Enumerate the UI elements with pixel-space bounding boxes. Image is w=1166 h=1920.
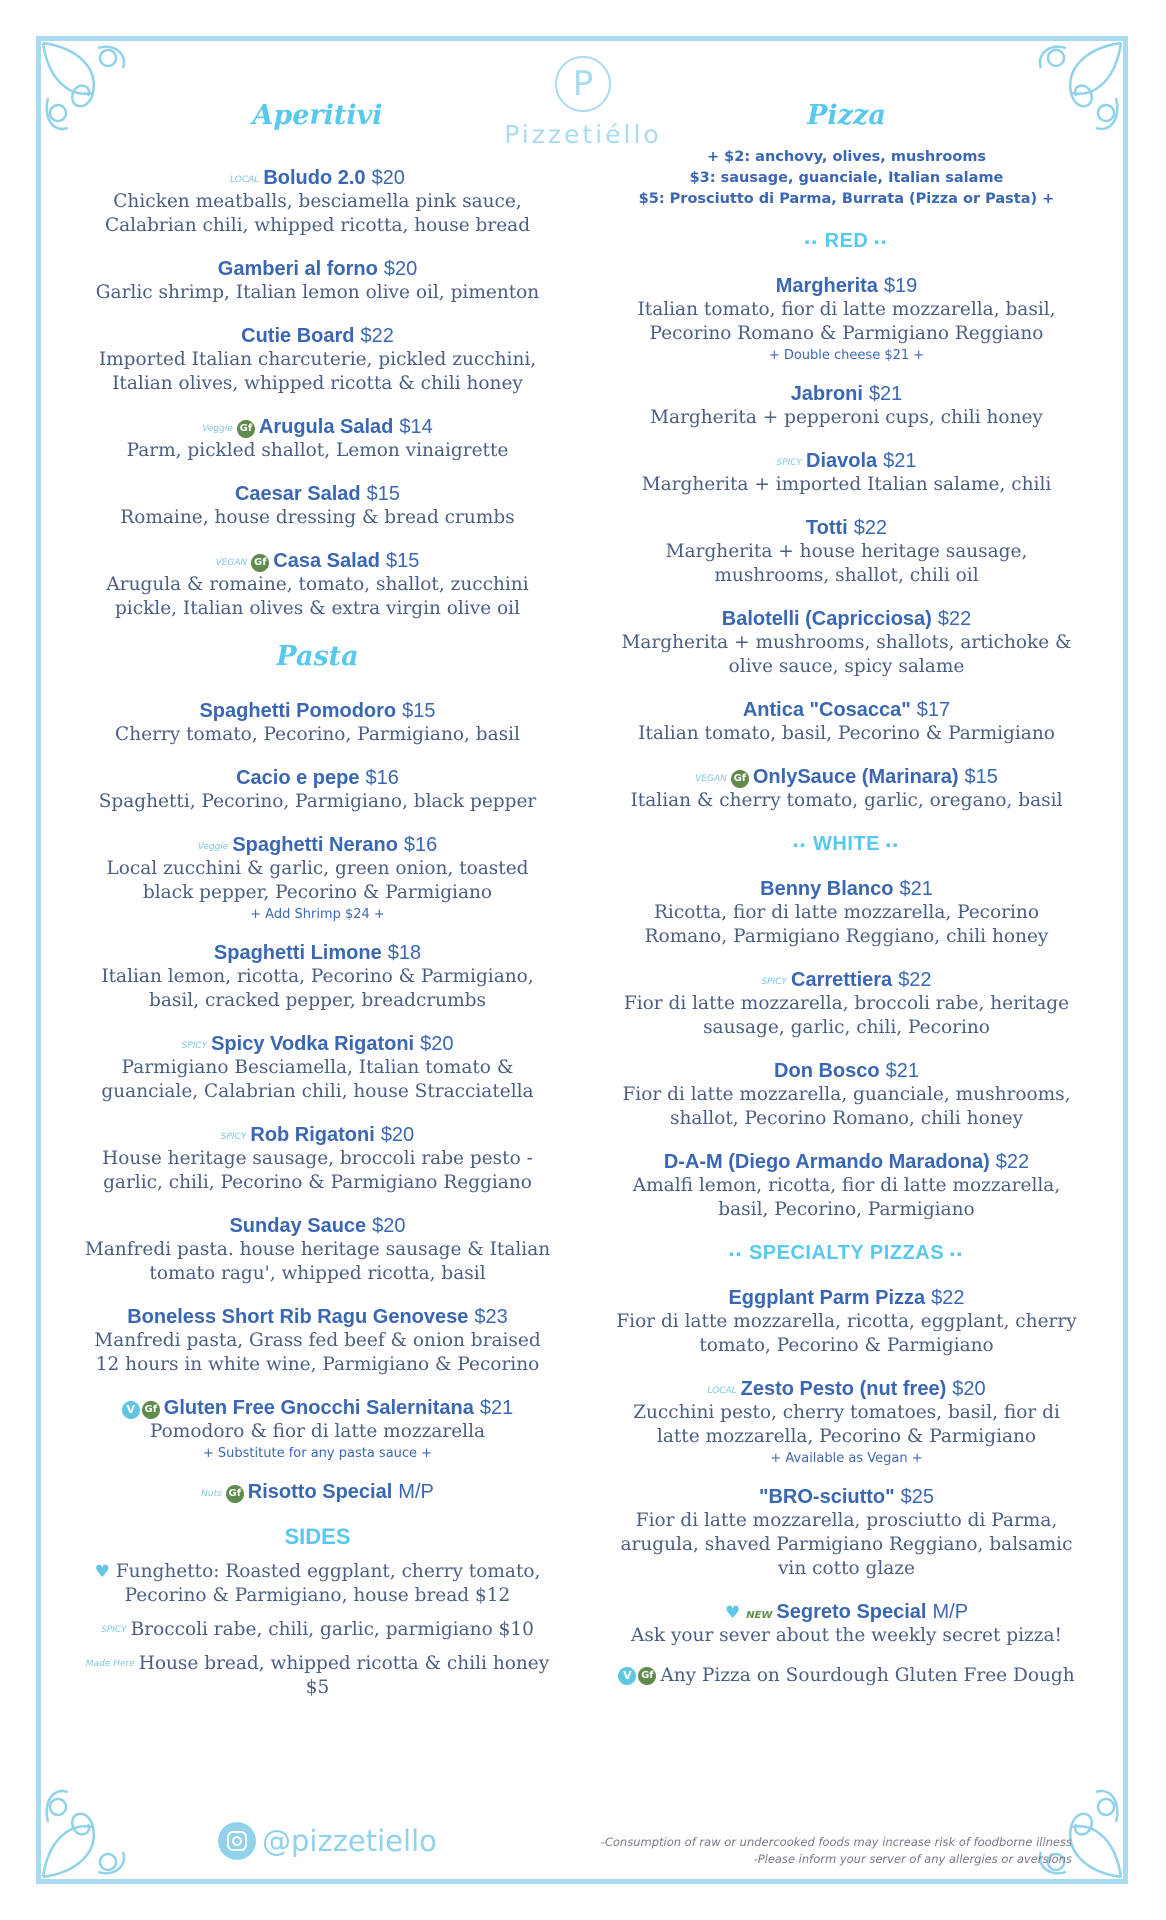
menu-item-title	[80, 167, 555, 190]
menu-item	[615, 766, 1078, 813]
heart-icon: ♥	[94, 1562, 110, 1582]
menu-item-price: $15	[964, 766, 998, 788]
menu-item	[615, 1151, 1078, 1222]
menu-item	[615, 1287, 1078, 1358]
menu-item-title	[80, 942, 555, 965]
menu-item-description: Spaghetti, Pecorino, Parmigiano, black pepper	[98, 791, 537, 812]
sides-heading: SIDES	[284, 1524, 351, 1549]
gluten-free-icon: Gf	[226, 1485, 244, 1503]
menu-item-name: Rob Rigatoni	[250, 1124, 375, 1146]
menu-item-price: $16	[365, 767, 399, 789]
pizza-section-label: RED	[824, 230, 869, 252]
divider-dots: ▪▪	[944, 1245, 964, 1262]
menu-item-price: $20	[383, 258, 418, 280]
addon-line: + $2: anchovy, olives, mushrooms	[706, 149, 987, 165]
menu-item-title	[615, 766, 1078, 789]
menu-item-name: Margherita	[775, 275, 878, 297]
menu-item-price: $22	[995, 1151, 1030, 1173]
menu-item-name: Carrettiera	[791, 969, 893, 991]
menu-item-price: $23	[474, 1306, 508, 1328]
menu-item-name: Benny Blanco	[760, 878, 894, 900]
menu-item-name: Totti	[805, 517, 848, 539]
menu-item	[80, 550, 555, 621]
menu-item-description: Local zucchini & garlic, green onion, toasted black pepper, Pecorino & Parmigiano	[106, 858, 529, 903]
diet-tag: SPICY	[101, 1625, 127, 1635]
menu-item-price: $20	[372, 1215, 406, 1237]
diet-tag: VEGAN	[215, 557, 248, 568]
divider-dots: ▪▪	[868, 233, 889, 250]
left-column	[80, 100, 555, 1710]
gluten-free-icon: Gf	[731, 770, 749, 788]
side-item-text: Broccoli rabe, chili, garlic, parmigiano $10	[130, 1619, 534, 1640]
diet-tag: SPICY	[776, 457, 803, 468]
menu-item-description: Arugula & romaine, tomato, shallot, zucchini pickle, Italian olives & extra virgin olive oil	[106, 574, 529, 619]
menu-item-name: Cacio e pepe	[236, 767, 360, 789]
menu-item-title	[615, 517, 1078, 540]
side-item	[80, 1560, 555, 1608]
menu-item-price: $25	[900, 1486, 934, 1508]
menu-item-title	[615, 1151, 1078, 1174]
brand-name: Pizzetiéllo	[504, 120, 662, 149]
menu-item-description: Margherita + imported Italian salame, chili	[641, 474, 1052, 495]
vegetarian-icon: V	[122, 1401, 140, 1419]
gluten-free-icon: Gf	[638, 1667, 656, 1685]
side-item-text: House bread, whipped ricotta & chili honey $5	[138, 1653, 550, 1698]
gluten-free-dough-text: Any Pizza on Sourdough Gluten Free Dough	[660, 1665, 1075, 1686]
menu-item-price: $16	[403, 834, 438, 856]
menu-item-title	[615, 878, 1078, 901]
addon-line: $5: Prosciutto di Parma, Burrata (Pizza or Pasta) +	[638, 191, 1055, 207]
pasta-heading: Pasta	[276, 641, 359, 672]
menu-item-name: Casa Salad	[273, 550, 381, 572]
menu-item	[615, 450, 1078, 497]
menu-item	[80, 258, 555, 305]
menu-item-title	[615, 608, 1078, 631]
menu-item-title	[80, 1481, 555, 1504]
logo-letter: P	[555, 56, 611, 112]
menu-item	[80, 483, 555, 530]
menu-item-price: $20	[952, 1378, 986, 1400]
menu-item-title	[615, 699, 1078, 722]
menu-item	[80, 834, 555, 922]
diet-tag: Veggie	[197, 841, 229, 852]
menu-item-description: Italian & cherry tomato, garlic, oregano, basil	[630, 790, 1063, 811]
diet-tag: SPICY	[181, 1040, 208, 1051]
menu-item-description: Zucchini pesto, cherry tomatoes, basil, fior di latte mozzarella, Pecorino & Parmigiano	[633, 1402, 1060, 1447]
right-column	[615, 100, 1078, 1698]
disclaimer	[601, 1834, 1072, 1868]
menu-item-price: $22	[853, 517, 888, 539]
divider-dots: ▪▪	[879, 836, 900, 853]
menu-item-name: Spicy Vodka Rigatoni	[211, 1033, 415, 1055]
menu-item-description: Fior di latte mozzarella, guanciale, mushrooms, shallot, Pecorino Romano, chili honey	[622, 1084, 1071, 1129]
menu-item-description: Parmigiano Besciamella, Italian tomato & guanciale, Calabrian chili, house Stracciatella	[101, 1057, 534, 1102]
menu-item-price: $15	[402, 700, 436, 722]
menu-item-title	[80, 550, 555, 573]
menu-item-price: $20	[371, 167, 405, 189]
menu-item-price: $21	[479, 1397, 514, 1419]
menu-item-price: $21	[868, 383, 903, 405]
menu-item-description: Fior di latte mozzarella, ricotta, eggplant, cherry tomato, Pecorino & Parmigiano	[616, 1311, 1077, 1356]
menu-item-description: Fior di latte mozzarella, broccoli rabe, heritage sausage, garlic, chili, Pecorino	[623, 993, 1070, 1038]
menu-item-description: Chicken meatballs, besciamella pink sauce, Calabrian chili, whipped ricotta, house bread	[104, 191, 531, 236]
menu-item-note: + Add Shrimp $24 +	[250, 907, 385, 922]
menu-item	[80, 1481, 555, 1504]
menu-item-description: Garlic shrimp, Italian lemon olive oil, pimenton	[95, 282, 540, 303]
vegetarian-icon: V	[618, 1667, 636, 1685]
menu-item-note: + Available as Vegan +	[770, 1451, 923, 1466]
menu-item	[80, 1306, 555, 1377]
sides-list	[80, 1560, 555, 1700]
menu-item-name: D-A-M (Diego Armando Maradona)	[663, 1151, 990, 1173]
pizza-sections	[615, 230, 1078, 1648]
menu-item-title	[80, 1215, 555, 1238]
menu-item-title	[615, 969, 1078, 992]
menu-item-price: $21	[885, 1060, 919, 1082]
menu-item-title	[80, 416, 555, 439]
new-badge: NEW	[746, 1610, 773, 1621]
menu-item-price: $21	[883, 450, 917, 472]
menu-item-title	[615, 1601, 1078, 1624]
diet-tag: SPICY	[761, 976, 788, 987]
menu-item-note: + Double cheese $21 +	[768, 348, 925, 363]
menu-item-price: $19	[883, 275, 918, 297]
menu-item-description: Margherita + mushrooms, shallots, artichoke & olive sauce, spicy salame	[621, 632, 1072, 677]
menu-item	[615, 969, 1078, 1040]
menu-item	[80, 1124, 555, 1195]
menu-item-name: Boludo 2.0	[263, 167, 366, 189]
menu-item-description: Fior di latte mozzarella, prosciutto di Parma, arugula, shaved Parmigiano Reggiano, balsamic vin cotto glaze	[620, 1510, 1073, 1579]
pizza-section-divider	[615, 833, 1078, 856]
disclaimer-line: -Please inform your server of any allergies or aversions	[753, 1852, 1072, 1866]
aperitivi-heading: Aperitivi	[252, 100, 383, 131]
side-item-text: Funghetto: Roasted eggplant, cherry tomato, Pecorino & Parmigiano, house bread $12	[115, 1561, 541, 1606]
menu-item-price: $14	[399, 416, 433, 438]
instagram-link[interactable]	[218, 1822, 437, 1860]
menu-item-price: $22	[931, 1287, 965, 1309]
menu-item-name: Don Bosco	[774, 1060, 880, 1082]
menu-item-description: Margherita + pepperoni cups, chili honey	[650, 407, 1043, 428]
pizza-section-label: WHITE	[813, 833, 880, 855]
diet-tag: SPICY	[220, 1131, 247, 1142]
menu-item-price: M/P	[398, 1481, 434, 1503]
menu-item-description: Imported Italian charcuterie, pickled zucchini, Italian olives, whipped ricotta & chili honey	[98, 349, 537, 394]
menu-item-name: OnlySauce (Marinara)	[752, 766, 959, 788]
menu-item	[80, 1215, 555, 1286]
aperitivi-list	[80, 167, 555, 621]
disclaimer-line: -Consumption of raw or undercooked foods may increase risk of foodborne illness	[600, 1835, 1072, 1849]
menu-item	[615, 608, 1078, 679]
menu-item	[615, 1060, 1078, 1131]
pizza-addons	[615, 147, 1078, 210]
menu-item	[80, 942, 555, 1013]
menu-item-name: Caesar Salad	[234, 483, 361, 505]
menu-item-description: Parm, pickled shallot, Lemon vinaigrette	[126, 440, 509, 461]
menu-item-description: Amalfi lemon, ricotta, fior di latte mozzarella, basil, Pecorino, Parmigiano	[632, 1175, 1061, 1220]
menu-item-price: $21	[899, 878, 933, 900]
pizza-heading: Pizza	[807, 100, 886, 131]
menu-item-title	[615, 1378, 1078, 1401]
menu-item-title	[80, 258, 555, 281]
menu-item-price: $20	[380, 1124, 415, 1146]
menu-item-name: Gamberi al forno	[217, 258, 378, 280]
menu-item-name: Segreto Special	[776, 1601, 927, 1623]
side-item	[80, 1652, 555, 1700]
menu-item-name: Arugula Salad	[258, 416, 394, 438]
menu-item-name: Balotelli (Capricciosa)	[721, 608, 932, 630]
diet-tag: Veggie	[202, 423, 233, 434]
pizza-section-label: SPECIALTY PIZZAS	[748, 1242, 945, 1264]
menu-item-name: Cutie Board	[241, 325, 355, 347]
menu-item-description: Manfredi pasta. house heritage sausage & Italian tomato ragu', whipped ricotta, basil	[84, 1239, 551, 1284]
menu-item-title	[80, 834, 555, 857]
menu-item-title	[80, 767, 555, 790]
menu-item-title	[615, 1060, 1078, 1083]
menu-item-price: $22	[898, 969, 932, 991]
menu-item-description: Ricotta, fior di latte mozzarella, Pecorino Romano, Parmigiano Reggiano, chili honey	[644, 902, 1049, 947]
pizza-section-divider	[615, 230, 1078, 253]
menu-item	[80, 1033, 555, 1104]
diet-tag: LOCAL	[707, 1385, 737, 1396]
menu-item-description: Romaine, house dressing & bread crumbs	[120, 507, 515, 528]
diet-tag: LOCAL	[230, 174, 260, 185]
menu-item-name: Diavola	[806, 450, 878, 472]
menu-item-title	[80, 700, 555, 723]
diet-tag: VEGAN	[695, 773, 727, 784]
menu-item-name: "BRO-sciutto"	[759, 1486, 895, 1508]
menu-item-description: Manfredi pasta, Grass fed beef & onion braised 12 hours in white wine, Parmigiano & Pecorino	[94, 1330, 541, 1375]
divider-dots: ▪▪	[729, 1245, 749, 1262]
menu-item-title	[80, 325, 555, 348]
menu-item	[80, 700, 555, 747]
menu-item-title	[615, 1287, 1078, 1310]
menu-item-name: Eggplant Parm Pizza	[728, 1287, 926, 1309]
menu-item-description: House heritage sausage, broccoli rabe pesto - garlic, chili, Pecorino & Parmigiano Reggiano	[102, 1148, 533, 1193]
gluten-free-dough-note	[615, 1664, 1078, 1688]
menu-item-price: $18	[387, 942, 422, 964]
gluten-free-icon: Gf	[251, 554, 269, 572]
menu-item	[80, 325, 555, 396]
menu-item	[80, 1397, 555, 1461]
menu-item-name: Spaghetti Limone	[213, 942, 382, 964]
heart-icon: ♥	[724, 1603, 741, 1623]
menu-item-note: + Substitute for any pasta sauce +	[202, 1446, 433, 1461]
menu-item-title	[80, 1033, 555, 1056]
menu-item	[80, 416, 555, 463]
menu-item-description: Cherry tomato, Pecorino, Parmigiano, basil	[115, 724, 520, 745]
menu-item-price: $17	[916, 699, 951, 721]
menu-item-name: Zesto Pesto (nut free)	[740, 1378, 947, 1400]
menu-item-name: Risotto Special	[247, 1481, 393, 1503]
menu-item-title	[615, 275, 1078, 298]
menu-item-price: $15	[386, 550, 420, 572]
pasta-list	[80, 700, 555, 1504]
pizza-section-divider	[615, 1242, 1078, 1265]
menu-item-name: Gluten Free Gnocchi Salernitana	[163, 1397, 474, 1419]
instagram-handle: @pizzetiello	[262, 1824, 437, 1858]
instagram-icon	[218, 1822, 256, 1860]
divider-dots: ▪▪	[793, 836, 814, 853]
menu-item-description: Italian lemon, ricotta, Pecorino & Parmigiano, basil, cracked pepper, breadcrumbs	[101, 966, 534, 1011]
menu-item-title	[615, 383, 1078, 406]
menu-item-title	[615, 450, 1078, 473]
addon-line: $3: sausage, guanciale, Italian salame	[689, 170, 1004, 186]
menu-item-name: Boneless Short Rib Ragu Genovese	[127, 1306, 469, 1328]
menu-item-price: M/P	[932, 1601, 969, 1623]
menu-item	[615, 1486, 1078, 1581]
menu-item-title	[80, 483, 555, 506]
diet-tag: Made Here	[85, 1659, 135, 1669]
side-item	[80, 1618, 555, 1642]
menu-item-description: Ask your sever about the weekly secret pizza!	[631, 1625, 1062, 1646]
menu-item-title	[80, 1124, 555, 1147]
menu-item-price: $22	[360, 325, 394, 347]
diet-tag: Nuts	[201, 1488, 222, 1499]
menu-item	[615, 1378, 1078, 1466]
menu-item-description: Italian tomato, basil, Pecorino & Parmigiano	[638, 723, 1055, 744]
gluten-free-icon: Gf	[237, 420, 255, 438]
menu-item	[80, 167, 555, 238]
menu-item-title	[80, 1397, 555, 1420]
menu-item-name: Sunday Sauce	[229, 1215, 367, 1237]
menu-item-name: Antica "Cosacca"	[742, 699, 911, 721]
menu-item-price: $15	[366, 483, 400, 505]
divider-dots: ▪▪	[804, 233, 825, 250]
menu-item	[615, 699, 1078, 746]
menu-item	[615, 383, 1078, 430]
menu-item-title	[615, 1486, 1078, 1509]
menu-item-description: Italian tomato, fior di latte mozzarella, basil, Pecorino Romano & Parmigiano Reggiano	[637, 299, 1056, 344]
menu-item	[80, 767, 555, 814]
menu-item-price: $22	[937, 608, 972, 630]
menu-item-description: Margherita + house heritage sausage, mushrooms, shallot, chili oil	[665, 541, 1028, 586]
menu-item	[615, 1601, 1078, 1648]
menu-item-title	[80, 1306, 555, 1329]
gluten-free-icon: Gf	[142, 1401, 160, 1419]
corner-ornament-icon	[38, 1772, 138, 1882]
menu-item-name: Spaghetti Pomodoro	[199, 700, 397, 722]
menu-item-price: $20	[420, 1033, 454, 1055]
menu-item	[615, 517, 1078, 588]
menu-item	[615, 275, 1078, 363]
menu-item-name: Jabroni	[790, 383, 863, 405]
menu-item	[615, 878, 1078, 949]
menu-item-name: Spaghetti Nerano	[232, 834, 398, 856]
menu-item-description: Pomodoro & fior di latte mozzarella	[149, 1421, 486, 1442]
